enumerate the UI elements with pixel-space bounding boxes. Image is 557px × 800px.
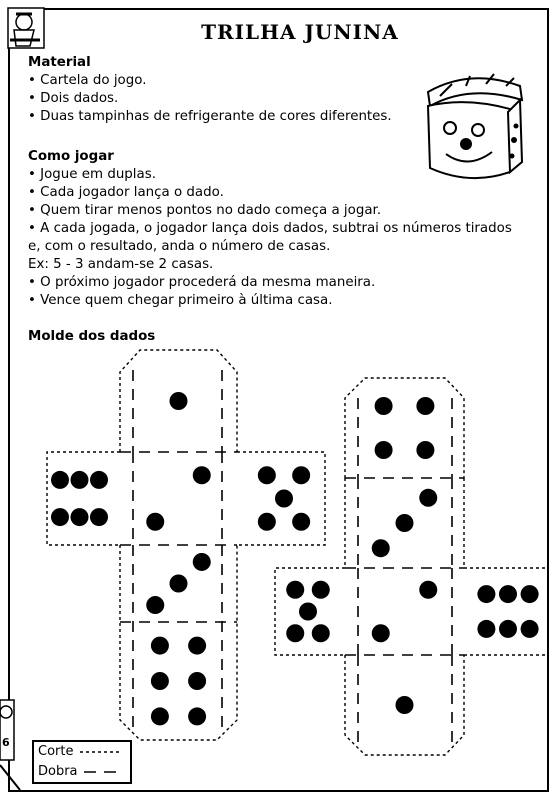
die-pip xyxy=(146,513,164,531)
die-pip xyxy=(90,471,108,489)
page-title: TRILHA JUNINA xyxy=(201,20,399,44)
die-pip xyxy=(258,466,276,484)
como-jogar-heading: Como jogar xyxy=(28,149,114,164)
die-pip xyxy=(396,696,414,714)
rule-line: e, com o resultado, anda o número de casas. xyxy=(28,239,331,254)
die-pip xyxy=(375,441,393,459)
rule-line: • O próximo jogador procederá da mesma maneira. xyxy=(28,275,376,290)
die-pip xyxy=(499,620,517,638)
rule-line: • Cada jogador lança o dado. xyxy=(28,185,224,200)
die-pip xyxy=(188,637,206,655)
legend-corte-label: Corte xyxy=(38,744,74,759)
material-heading: Material xyxy=(28,55,91,70)
die-pip xyxy=(51,508,69,526)
cut-line xyxy=(464,568,548,655)
die-pip xyxy=(292,513,310,531)
die-pip xyxy=(396,514,414,532)
molde-heading: Molde dos dados xyxy=(28,329,156,344)
die-pip xyxy=(499,585,517,603)
die-pip xyxy=(188,707,206,725)
die-pip xyxy=(286,581,304,599)
die-pip xyxy=(477,585,495,603)
die-pip xyxy=(151,707,169,725)
die-pip xyxy=(477,620,495,638)
legend-dobra xyxy=(34,762,130,782)
rule-line: • Jogue em duplas. xyxy=(28,167,156,182)
die-pip xyxy=(275,490,293,508)
die-pip xyxy=(151,637,169,655)
page-number: 6 xyxy=(2,736,10,749)
die-pip xyxy=(193,466,211,484)
die-pip xyxy=(521,620,539,638)
die-pip xyxy=(90,508,108,526)
die-pip xyxy=(188,672,206,690)
die-pip xyxy=(193,553,211,571)
rule-line: Ex: 5 - 3 andam-se 2 casas. xyxy=(28,257,214,272)
die-pip xyxy=(416,441,434,459)
die-pip xyxy=(419,581,437,599)
legend-box xyxy=(32,740,132,784)
die-pip xyxy=(170,392,188,410)
cut-line xyxy=(345,378,464,478)
die-pip xyxy=(299,603,317,621)
die-pip xyxy=(146,596,164,614)
cut-line xyxy=(120,545,237,740)
die-pip xyxy=(71,508,89,526)
die-pip xyxy=(286,624,304,642)
material-item: • Duas tampinhas de refrigerante de cores diferentes. xyxy=(28,109,392,124)
rule-line: • Quem tirar menos pontos no dado começa a jogar. xyxy=(28,203,382,218)
cut-line xyxy=(47,452,120,545)
rule-line: • A cada jogada, o jogador lança dois dados, subtrai os números tirados xyxy=(28,221,512,236)
die-pip xyxy=(258,513,276,531)
dotted-line-icon xyxy=(80,749,120,755)
legend-corte xyxy=(34,742,130,762)
die-pip xyxy=(292,466,310,484)
die-pip xyxy=(151,672,169,690)
rule-line: • Vence quem chegar primeiro à última casa. xyxy=(28,293,333,308)
die-pip xyxy=(416,397,434,415)
legend-dobra-label: Dobra xyxy=(38,764,78,779)
die-pip xyxy=(419,489,437,507)
die-pip xyxy=(375,397,393,415)
dashed-line-icon xyxy=(84,769,124,775)
die-pip xyxy=(521,585,539,603)
material-item: • Dois dados. xyxy=(28,91,119,106)
die-pip xyxy=(312,624,330,642)
die-pip xyxy=(312,581,330,599)
die-pip xyxy=(372,624,390,642)
die-pip xyxy=(372,539,390,557)
die-pip xyxy=(51,471,69,489)
material-item: • Cartela do jogo. xyxy=(28,73,147,88)
die-pip xyxy=(170,575,188,593)
die-pip xyxy=(71,471,89,489)
